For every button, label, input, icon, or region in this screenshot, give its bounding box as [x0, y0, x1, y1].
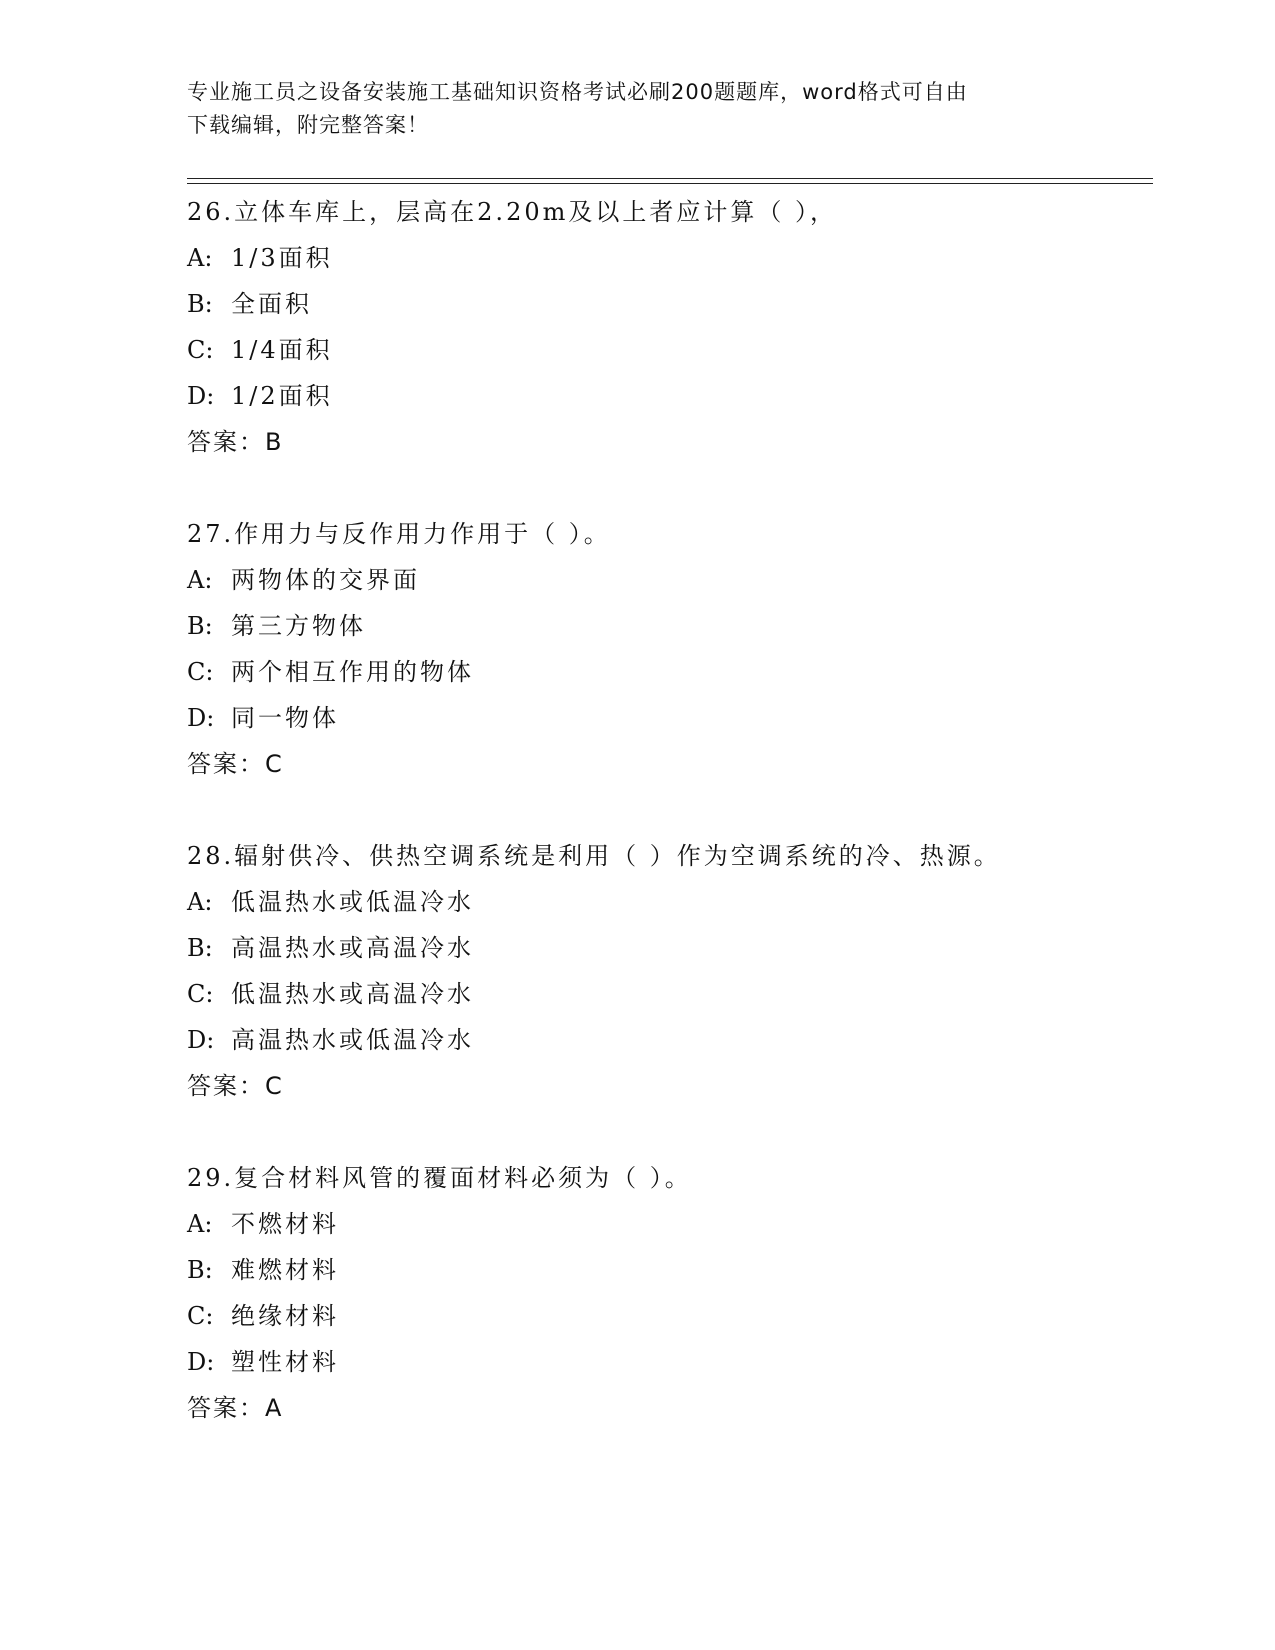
- answer-line: [187, 1063, 1153, 1109]
- question-stem: 29.复合材料风管的覆面材料必须为（ ）。: [187, 1164, 692, 1192]
- option-text: 塑性材料: [231, 1348, 339, 1376]
- option-text: 绝缘材料: [231, 1302, 339, 1330]
- option-a: [187, 1201, 1153, 1247]
- option-letter: D:: [187, 1348, 215, 1376]
- option-a: [187, 557, 1153, 603]
- answer-value: C: [265, 1072, 282, 1100]
- answer-label: 答案：: [187, 428, 265, 456]
- answer-value: B: [265, 428, 282, 456]
- option-letter: D:: [187, 382, 215, 410]
- option-letter: D:: [187, 1026, 215, 1054]
- option-a: [187, 879, 1153, 925]
- question-stem: 27.作用力与反作用力作用于（ ）。: [187, 520, 611, 548]
- header-divider-bottom: [187, 183, 1153, 184]
- question-26: [187, 189, 1153, 465]
- option-b: [187, 281, 1153, 327]
- option-letter: C:: [187, 336, 214, 364]
- question-stem: 26.立体车库上，层高在2.20m及以上者应计算（ ），: [187, 198, 837, 226]
- option-letter: B:: [187, 290, 213, 318]
- option-letter: B:: [187, 1256, 213, 1284]
- document-header: [187, 76, 1087, 142]
- option-text: 两个相互作用的物体: [231, 658, 474, 686]
- answer-label: 答案：: [187, 750, 265, 778]
- option-text: 高温热水或低温冷水: [231, 1026, 474, 1054]
- option-text: 1/4面积: [231, 336, 333, 364]
- answer-value: C: [265, 750, 282, 778]
- question-list: [187, 189, 1153, 1477]
- header-title-line-1: 专业施工员之设备安装施工基础知识资格考试必刷200题题库，word格式可自由: [187, 80, 968, 104]
- answer-line: [187, 741, 1153, 787]
- option-text: 1/2面积: [231, 382, 333, 410]
- option-b: [187, 1247, 1153, 1293]
- option-text: 1/3面积: [231, 244, 333, 272]
- question-27: [187, 511, 1153, 787]
- option-text: 两物体的交界面: [231, 566, 420, 594]
- option-letter: A:: [187, 888, 213, 916]
- option-d: [187, 373, 1153, 419]
- option-text: 低温热水或低温冷水: [231, 888, 474, 916]
- header-divider-top: [187, 178, 1153, 179]
- answer-line: [187, 1385, 1153, 1431]
- question-29: [187, 1155, 1153, 1431]
- option-letter: C:: [187, 980, 214, 1008]
- option-letter: B:: [187, 934, 213, 962]
- option-text: 高温热水或高温冷水: [231, 934, 474, 962]
- question-stem: 28.辐射供冷、供热空调系统是利用（ ）作为空调系统的冷、热源。: [187, 842, 1001, 870]
- option-d: [187, 695, 1153, 741]
- header-title-line-2: 下载编辑，附完整答案！: [187, 113, 429, 137]
- option-c: [187, 971, 1153, 1017]
- option-d: [187, 1339, 1153, 1385]
- answer-label: 答案：: [187, 1394, 265, 1422]
- option-text: 第三方物体: [231, 612, 366, 640]
- option-text: 同一物体: [231, 704, 339, 732]
- option-letter: A:: [187, 244, 213, 272]
- option-c: [187, 649, 1153, 695]
- question-28: [187, 833, 1153, 1109]
- option-text: 低温热水或高温冷水: [231, 980, 474, 1008]
- option-c: [187, 1293, 1153, 1339]
- option-text: 全面积: [231, 290, 312, 318]
- answer-label: 答案：: [187, 1072, 265, 1100]
- option-b: [187, 603, 1153, 649]
- answer-value: A: [265, 1394, 282, 1422]
- option-text: 难燃材料: [231, 1256, 339, 1284]
- option-letter: C:: [187, 1302, 214, 1330]
- option-b: [187, 925, 1153, 971]
- option-letter: A:: [187, 1210, 213, 1238]
- option-letter: D:: [187, 704, 215, 732]
- answer-line: [187, 419, 1153, 465]
- option-text: 不燃材料: [231, 1210, 339, 1238]
- option-d: [187, 1017, 1153, 1063]
- option-a: [187, 235, 1153, 281]
- option-c: [187, 327, 1153, 373]
- option-letter: A:: [187, 566, 213, 594]
- option-letter: B:: [187, 612, 213, 640]
- option-letter: C:: [187, 658, 214, 686]
